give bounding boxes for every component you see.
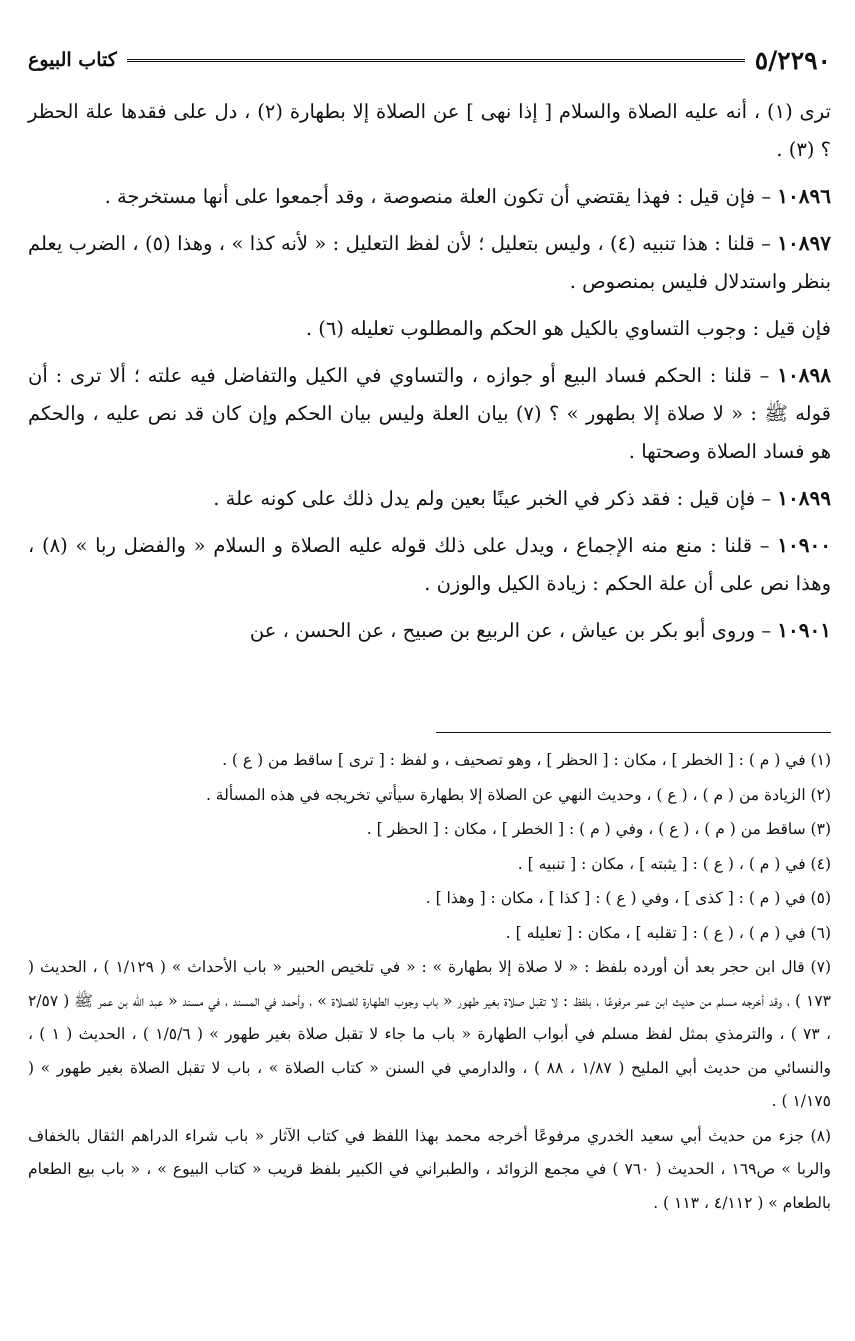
page-number: ٥/٢٢٩٠ [754, 45, 831, 75]
paragraph-number: ١٠٩٠٠ [777, 533, 831, 557]
footnote: (٥) في ( م ) : [ كذى ] ، وفي ( ع ) : [ كذا ] ، مكان : [ وهذا ] . [425, 889, 831, 907]
paragraph-number: ١٠٨٩٨ [777, 363, 831, 387]
paragraph-text: – فإن قيل : فقد ذكر في الخبر عينًا بعين ولم يدل ذلك على كونه علة . [213, 487, 778, 510]
paragraph-text: – وروى أبو بكر بن عياش ، عن الربيع بن صبيح ، عن الحسن ، عن [249, 619, 778, 642]
paragraph [28, 611, 831, 650]
page-header [28, 40, 831, 80]
footnote: (١) في ( م ) : [ الخطر ] ، مكان : [ الحظر ] ، وهو تصحيف ، و لفظ : [ ترى ] ساقط من ( ع ) . [222, 751, 831, 769]
book-page [28, 0, 831, 1341]
footnote: (٢) الزيادة من ( م ) ، ( ع ) ، وحديث النهي عن الصلاة إلا بطهارة سيأتي تخريجه في هذه المسألة . [205, 785, 831, 804]
main-text [28, 92, 831, 658]
paragraph-number: ١٠٩٠١ [777, 618, 831, 642]
book-title: كتاب البيوع [28, 49, 117, 71]
header-rule [127, 59, 745, 62]
paragraph [28, 479, 831, 518]
footnote-separator [436, 732, 831, 733]
paragraph [28, 224, 831, 301]
paragraph-text: فإن قيل : وجوب التساوي بالكيل هو الحكم والمطلوب تعليله (٦) . [305, 317, 831, 340]
footnote: (٨) جزء من حديث أبي سعيد الخدري مرفوعًا أخرجه محمد بهذا اللفظ في كتاب الآثار « باب شراء الدراهم الثقال بالخفاف والربا » ص١٦٩ ، الحديث ( ٧٦٠ ) في مجمع الزوائد ، والطبراني في الكبير بلفظ قريب « كتاب البيوع » ، « باب بيع الطعام بالطعام » ( ٤/١١٢ ، ١١٣ ) . [28, 1126, 831, 1212]
footnote: (٣) ساقط من ( م ) ، ( ع ) ، وفي ( م ) : [ الخطر ] ، مكان : [ الحظر ] . [366, 820, 831, 838]
footnote: (٦) في ( م ) ، ( ع ) : [ تقلبه ] ، مكان : [ تعليله ] . [505, 923, 831, 942]
paragraph-text: – قلنا : منع منه الإجماع ، ويدل على ذلك قوله عليه الصلاة و السلام « والفضل ربا » (٨) ، وهذا نص على أن علة الحكم : زيادة الكيل والوزن . [28, 534, 831, 595]
footnote: (٧) قال ابن حجر بعد أن أورده بلفظ : « لا صلاة إلا بطهارة » : « في تلخيص الحبير « باب الأحداث » ( ١/١٢٩ ) ، الحديث ( ١٧٣ ) ، وقد أخرجه مسلم من حديث ابن عمر مرفوعًا ، بلفظ : لا تقبل صلاة بغير طهور « باب وجوب الطهارة للصلاة » ، وأحمد في المسند ، في مسند « عبد الله بن عمر ﷺ ( ٢/٥٧ ، ٧٣ ) ، والترمذي بمثل لفظ مسلم في أبواب الطهارة « باب ما جاء لا تقبل صلاة بغير طهور » ( ١/٥/٦ ) ، الحديث ( ١ ) ، والنسائي من حديث أبي المليح ( ١/٨٧ ، ٨٨ ) ، والدارمي في السنن « كتاب الصلاة » ، باب لا تقبل الصلاة بغير طهور » ( ١/١٧٥ ) . [28, 958, 832, 1110]
paragraph-text: ترى (١) ، أنه عليه الصلاة والسلام [ إذا نهى ] عن الصلاة إلا بطهارة (٢) ، دل على فقدها علة الحظر ؟ (٣) . [28, 100, 831, 161]
paragraph-text: – قلنا : هذا تنبيه (٤) ، وليس بتعليل ؛ لأن لفظ التعليل : « لأنه كذا » ، وهذا (٥) ، الضرب يعلم بنظر واستدلال فليس بمنصوص . [28, 232, 831, 293]
paragraph-text: – قلنا : الحكم فساد البيع أو جوازه ، والتساوي في الكيل والتفاضل فيه علته ؛ ألا ترى : أن قوله ﷺ : « لا صلاة إلا بطهور » ؟ (٧) بيان العلة وليس بيان الحكم وإن كان قد نص عليه ، والحكم هو فساد الصلاة وصحتها . [28, 364, 831, 463]
footnote: (٤) في ( م ) ، ( ع ) : [ يثبته ] ، مكان : [ تنبيه ] . [517, 854, 831, 873]
paragraph [28, 177, 831, 216]
paragraph-number: ١٠٨٩٧ [777, 231, 832, 255]
paragraph [28, 309, 831, 348]
footnotes [28, 744, 831, 1221]
paragraph-number: ١٠٨٩٦ [777, 184, 831, 208]
paragraph [28, 526, 831, 603]
paragraph-text: – فإن قيل : فهذا يقتضي أن تكون العلة منصوصة ، وقد أجمعوا على أنها مستخرجة . [104, 185, 778, 208]
paragraph [28, 92, 831, 169]
paragraph-number: ١٠٨٩٩ [777, 486, 831, 510]
paragraph [28, 356, 831, 471]
